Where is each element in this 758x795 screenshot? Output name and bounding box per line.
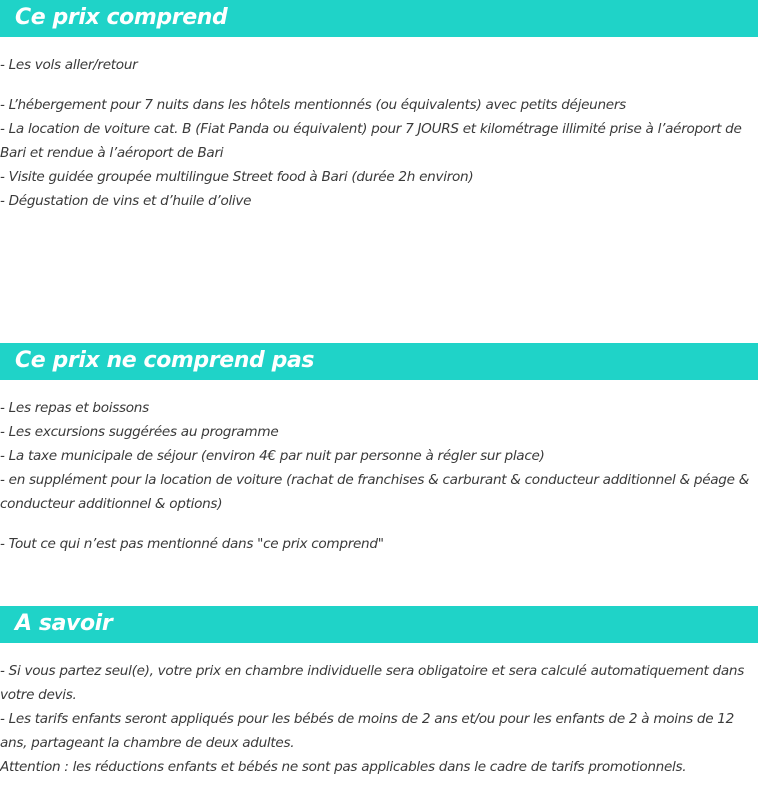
good-to-know-header [0, 606, 758, 643]
not-included-item: - en supplément pour la location de voiture (rachat de franchises & carburant & conducteur additionnel & péage & conducteur additionnel & options) [0, 472, 750, 512]
included-list [0, 53, 758, 213]
good-to-know-list [0, 659, 758, 779]
included-item: - Dégustation de vins et d’huile d’olive [0, 193, 252, 209]
not-included-list [0, 396, 758, 556]
not-included-item: - Les excursions suggérées au programme [0, 424, 279, 440]
good-to-know-title: A savoir [15, 611, 113, 636]
not-included-title: Ce prix ne comprend pas [15, 348, 315, 373]
included-header [0, 0, 758, 37]
good-to-know-item: - Les tarifs enfants seront appliqués pour les bébés de moins de 2 ans et/ou pour les enfants de 2 à moins de 12 ans, partageant la chambre de deux adultes. [0, 711, 734, 751]
included-item: - La location de voiture cat. B (Fiat Panda ou équivalent) pour 7 JOURS et kilométrage illimité prise à l’aéroport de Bari et rendue à l’aéroport de Bari [0, 121, 742, 161]
not-included-item: - Tout ce qui n’est pas mentionné dans "ce prix comprend" [0, 536, 384, 552]
included-title: Ce prix comprend [15, 5, 228, 30]
included-item: - Les vols aller/retour [0, 57, 138, 73]
good-to-know-item: - Si vous partez seul(e), votre prix en chambre individuelle sera obligatoire et sera calculé automatiquement dans votre devis. [0, 663, 745, 703]
good-to-know-item: Attention : les réductions enfants et bébés ne sont pas applicables dans le cadre de tarifs promotionnels. [0, 759, 687, 775]
not-included-header [0, 343, 758, 380]
not-included-item: - La taxe municipale de séjour (environ 4€ par nuit par personne à régler sur place) [0, 448, 545, 464]
included-item: - Visite guidée groupée multilingue Street food à Bari (durée 2h environ) [0, 169, 474, 185]
included-item: - L’hébergement pour 7 nuits dans les hôtels mentionnés (ou équivalents) avec petits déjeuners [0, 97, 626, 113]
not-included-item: - Les repas et boissons [0, 400, 149, 416]
